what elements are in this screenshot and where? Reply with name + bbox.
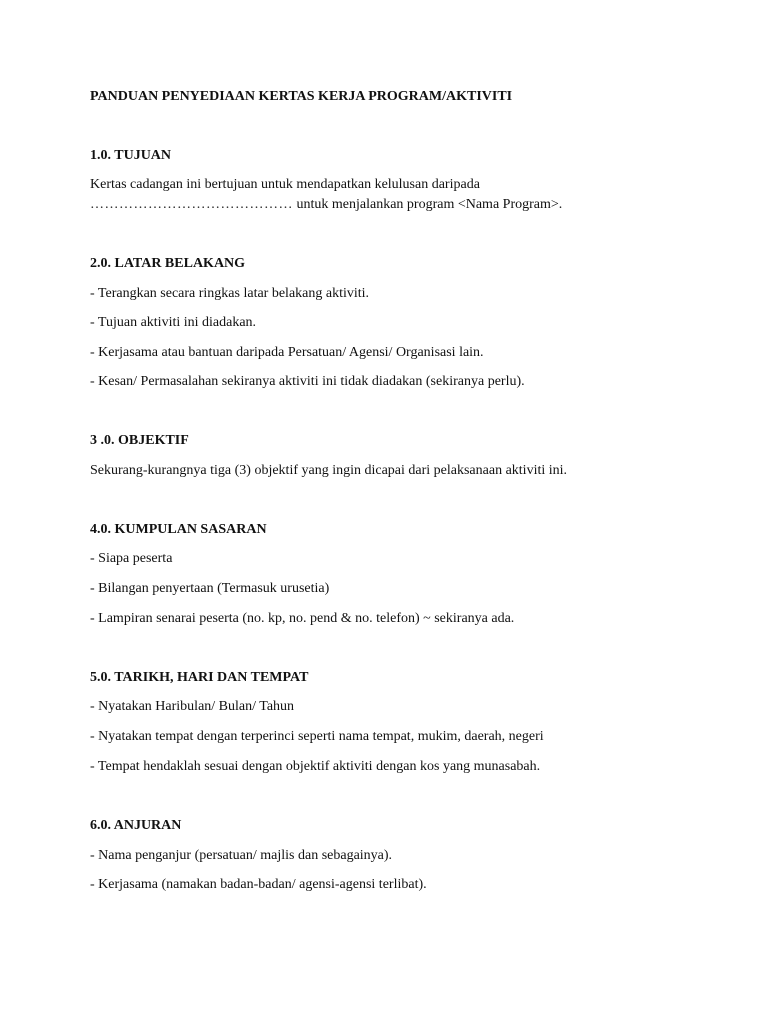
document-title: PANDUAN PENYEDIAAN KERTAS KERJA PROGRAM/AKTIVITI <box>90 89 513 104</box>
blank-dots: …………………………………… <box>90 197 293 212</box>
list-item: - Nama penganjur (persatuan/ majlis dan sebagainya). <box>90 848 393 863</box>
list-item: - Nyatakan tempat dengan terperinci seperti nama tempat, mukim, daerah, negeri <box>90 729 544 744</box>
list-item: - Nyatakan Haribulan/ Bulan/ Tahun <box>90 699 295 714</box>
section-heading-latar-belakang: 2.0. LATAR BELAKANG <box>90 256 246 271</box>
section-heading-objektif: 3 .0. OBJEKTIF <box>90 433 189 448</box>
list-item: - Kerjasama atau bantuan daripada Persatuan/ Agensi/ Organisasi lain. <box>90 345 484 360</box>
list-item: - Tempat hendaklah sesuai dengan objektif aktiviti dengan kos yang munasabah. <box>90 759 541 774</box>
section-text: Sekurang-kurangnya tiga (3) objektif yang ingin dicapai dari pelaksanaan aktiviti ini. <box>90 463 568 478</box>
list-item: - Lampiran senarai peserta (no. kp, no. pend & no. telefon) ~ sekiranya ada. <box>90 611 515 626</box>
list-item: - Bilangan penyertaan (Termasuk urusetia) <box>90 581 330 596</box>
list-item: - Siapa peserta <box>90 551 173 566</box>
section-heading-tujuan: 1.0. TUJUAN <box>90 148 172 163</box>
section-heading-anjuran: 6.0. ANJURAN <box>90 818 182 833</box>
document-page <box>90 0 730 1024</box>
section-text: untuk menjalankan program <Nama Program>. <box>293 197 563 212</box>
list-item: - Tujuan aktiviti ini diadakan. <box>90 315 257 330</box>
list-item: - Kesan/ Permasalahan sekiranya aktiviti ini tidak diadakan (sekiranya perlu). <box>90 374 525 389</box>
section-text: Kertas cadangan ini bertujuan untuk mendapatkan kelulusan daripada <box>90 177 480 192</box>
section-heading-kumpulan-sasaran: 4.0. KUMPULAN SASARAN <box>90 522 267 537</box>
list-item: - Kerjasama (namakan badan-badan/ agensi-agensi terlibat). <box>90 877 427 892</box>
section-text-fill-line <box>90 196 562 214</box>
list-item: - Terangkan secara ringkas latar belakang aktiviti. <box>90 286 370 301</box>
section-heading-tarikh-hari-tempat: 5.0. TARIKH, HARI DAN TEMPAT <box>90 670 309 685</box>
